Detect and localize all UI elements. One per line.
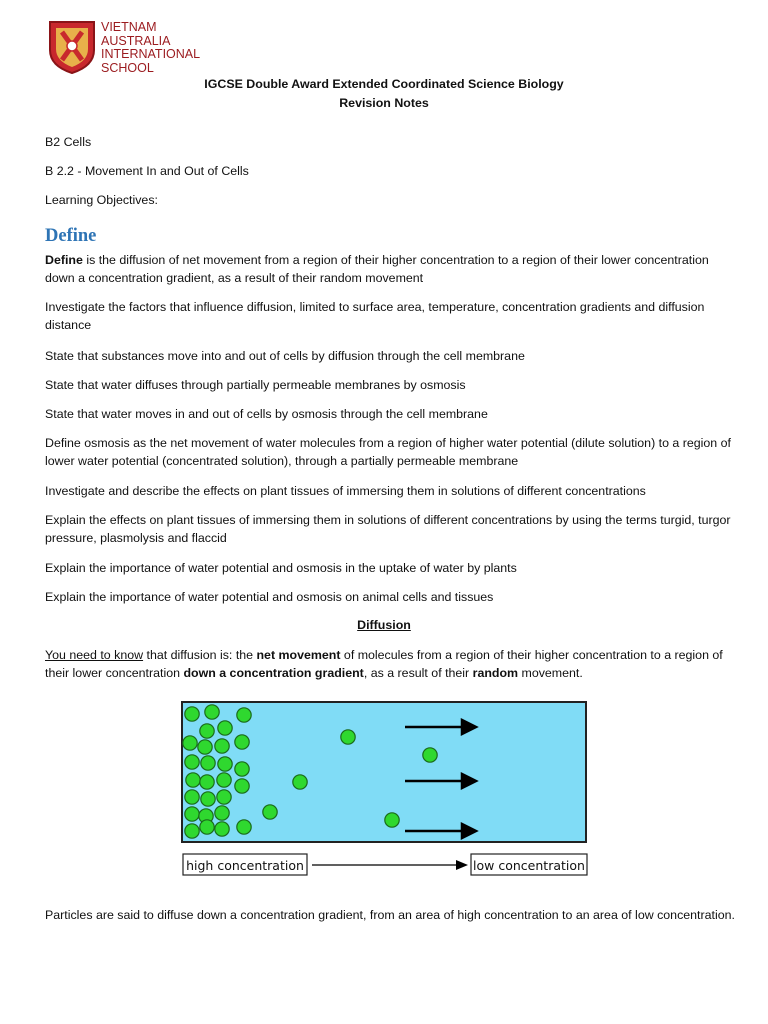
particle: [293, 775, 307, 789]
particle: [200, 724, 214, 738]
objective-item: [45, 405, 735, 423]
school-logo: [47, 18, 217, 78]
particle: [263, 805, 277, 819]
page-subtitle: Revision Notes: [339, 96, 429, 110]
define-heading: Define: [45, 226, 97, 246]
objective-text: State that water diffuses through partially permeable membranes by osmosis: [45, 378, 466, 392]
section-label: B 2.2 - Movement In and Out of Cells: [45, 164, 249, 178]
particle: [215, 822, 229, 836]
objective-item: [45, 347, 735, 365]
particle: [185, 707, 199, 721]
low-concentration-label: low concentration: [473, 858, 585, 873]
particle: [183, 736, 197, 750]
particle: [185, 755, 199, 769]
course-title: IGCSE Double Award Extended Coordinated Science Biology: [204, 77, 564, 91]
definition-bold: random: [472, 666, 519, 680]
definition-text: , as a result of their: [363, 666, 473, 680]
high-concentration-label: high concentration: [186, 858, 304, 873]
particle: [186, 773, 200, 787]
particle: [237, 708, 251, 722]
objective-item: [45, 588, 735, 606]
particle: [385, 813, 399, 827]
particle: [205, 705, 219, 719]
objective-text: Explain the importance of water potential and osmosis on animal cells and tissues: [45, 590, 494, 604]
definition-text: movement.: [518, 666, 583, 680]
particle: [235, 762, 249, 776]
particle: [185, 790, 199, 804]
objective-item: [45, 376, 735, 394]
definition-bold: net movement: [256, 648, 341, 662]
particle: [215, 739, 229, 753]
particle: [217, 773, 231, 787]
closing-paragraph: Particles are said to diffuse down a concentration gradient, from an area of high concentration to an area of low concentration.: [45, 908, 735, 922]
objective-item: [45, 511, 735, 547]
particle: [201, 756, 215, 770]
objective-item: [45, 559, 735, 577]
particle: [218, 721, 232, 735]
school-crest-icon: [47, 18, 97, 74]
diffusion-definition: [45, 646, 735, 682]
objective-text: State that substances move into and out of cells by diffusion through the cell membrane: [45, 349, 525, 363]
objectives-label: Learning Objectives:: [45, 193, 158, 207]
objective-text: Define osmosis as the net movement of water molecules from a region of higher water potential (dilute solution) to a region of lower water potential (concentrated solution), through a partially permeable membrane: [45, 436, 731, 468]
particle: [423, 748, 437, 762]
objective-text: Explain the importance of water potential and osmosis in the uptake of water by plants: [45, 561, 517, 575]
objective-lead: Define: [45, 253, 83, 267]
particle: [217, 790, 231, 804]
objective-text: Investigate and describe the effects on plant tissues of immersing them in solutions of different concentrations: [45, 484, 646, 498]
chapter-label: B2 Cells: [45, 135, 92, 149]
objective-item: [45, 251, 735, 287]
objective-text: Explain the effects on plant tissues of immersing them in solutions of different concentrations by using the terms turgid, turgor pressure, plasmolysis and flaccid: [45, 513, 731, 545]
objective-text: Investigate the factors that influence diffusion, limited to surface area, temperature, concentration gradients and diffusion distance: [45, 300, 705, 332]
objective-text: is the diffusion of net movement from a region of their higher concentration to a region of their lower concentration down a concentration gradient, as a result of their random movement: [45, 253, 709, 285]
particle: [218, 757, 232, 771]
objective-item: [45, 482, 735, 500]
particle: [341, 730, 355, 744]
objective-text: State that water moves in and out of cells by osmosis through the cell membrane: [45, 407, 488, 421]
particle: [237, 820, 251, 834]
diffusion-heading: Diffusion: [357, 618, 411, 632]
particle: [185, 807, 199, 821]
particle: [201, 792, 215, 806]
definition-emphasis: You need to know: [45, 648, 144, 662]
definition-bold: down a concentration gradient: [183, 666, 364, 680]
concentration-arrow-head: [456, 860, 468, 870]
particle: [200, 775, 214, 789]
definition-text: that diffusion is: the: [143, 648, 257, 662]
objective-item: [45, 434, 735, 470]
particle: [185, 824, 199, 838]
definition-text: of molecules from a region of their higher concentration to a region of their lower concentration: [45, 648, 723, 680]
particle: [235, 735, 249, 749]
particle: [235, 779, 249, 793]
particle: [215, 806, 229, 820]
diffusion-diagram: [180, 700, 590, 880]
objective-item: [45, 298, 735, 334]
particle: [198, 740, 212, 754]
school-name: VIETNAM AUSTRALIA INTERNATIONAL SCHOOL: [101, 20, 201, 75]
particle: [200, 820, 214, 834]
